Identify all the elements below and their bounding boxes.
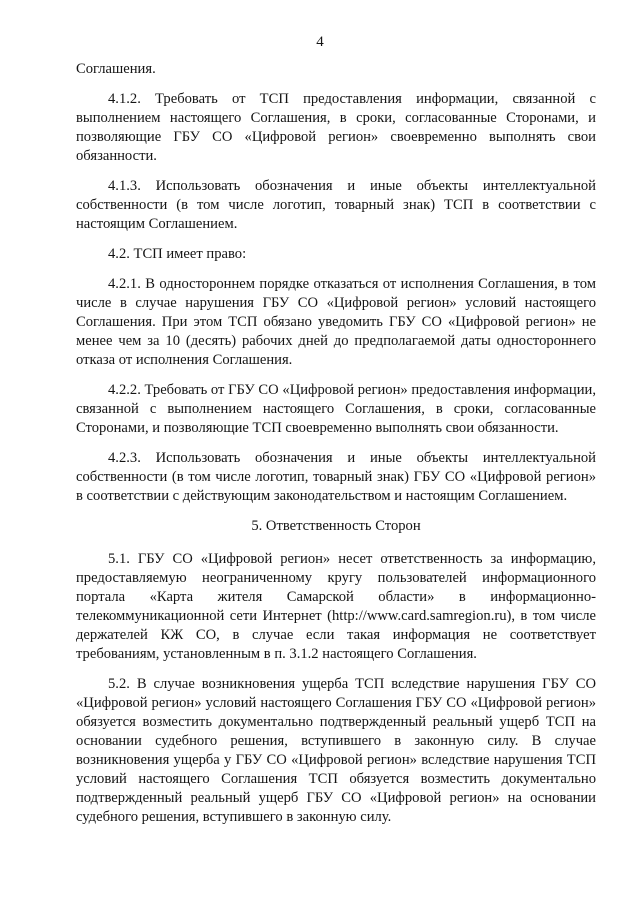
paragraph-4-1-3: 4.1.3. Использовать обозначения и иные объекты интеллектуальной собственности (в том числе логотип, товарный знак) ТСП в соответствии с настоящим Соглашением. [76, 178, 596, 232]
paragraph-4-2: 4.2. ТСП имеет право: [108, 246, 247, 262]
paragraph-5-1: 5.1. ГБУ СО «Цифровой регион» несет ответственность за информацию, предоставляемую неограниченному кругу пользователей информационного портала «Карта жителя Самарской области» в информационно-телекоммуникационной сети Интернет (http://www.card.samregion.ru), в том числе держателей КЖ СО, в случае если такая информация не соответствует требованиям, установленным в п. 3.1.2 настоящего Соглашения. [76, 551, 596, 662]
paragraph-continuation: Соглашения. [76, 61, 156, 77]
page-number: 4 [316, 34, 324, 50]
paragraph-4-2-3: 4.2.3. Использовать обозначения и иные объекты интеллектуальной собственности (в том числе логотип, товарный знак) ГБУ СО «Цифровой регион» в соответствии с действующим законодательством и настоящим Соглашением. [76, 450, 596, 504]
paragraph-4-1-2: 4.1.2. Требовать от ТСП предоставления информации, связанной с выполнением настоящего Соглашения, в сроки, согласованные Сторонами, и позволяющие ГБУ СО «Цифровой регион» своевременно выполнять свои обязанности. [76, 91, 596, 164]
section-heading: 5. Ответственность Сторон [251, 518, 421, 534]
paragraph-5-2: 5.2. В случае возникновения ущерба ТСП вследствие нарушения ГБУ СО «Цифровой регион» условий настоящего Соглашения ГБУ СО «Цифровой регион» обязуется возместить документально подтвержденный реальный ущерб ТСП на основании судебного решения, вступившего в законную силу. В случае возникновения ущерба у ГБУ СО «Цифровой регион» вследствие нарушения ТСП условий настоящего Соглашения ТСП обязуется возместить документально подтвержденный реальный ущерб ГБУ СО «Цифровой регион» на основании судебного решения, вступившего в законную силу. [76, 676, 596, 825]
paragraph-4-2-1: 4.2.1. В одностороннем порядке отказаться от исполнения Соглашения, в том числе в случае нарушения ГБУ СО «Цифровой регион» условий настоящего Соглашения. При этом ТСП обязано уведомить ГБУ СО «Цифровой регион» не менее чем за 10 (десять) рабочих дней до предполагаемой даты одностороннего отказа от исполнения Соглашения. [76, 276, 596, 368]
paragraph-4-2-2: 4.2.2. Требовать от ГБУ СО «Цифровой регион» предоставления информации, связанной с выполнением настоящего Соглашения, в сроки, согласованные Сторонами, и позволяющие ТСП своевременно выполнять свои обязанности. [76, 382, 596, 436]
document-body [76, 60, 596, 838]
